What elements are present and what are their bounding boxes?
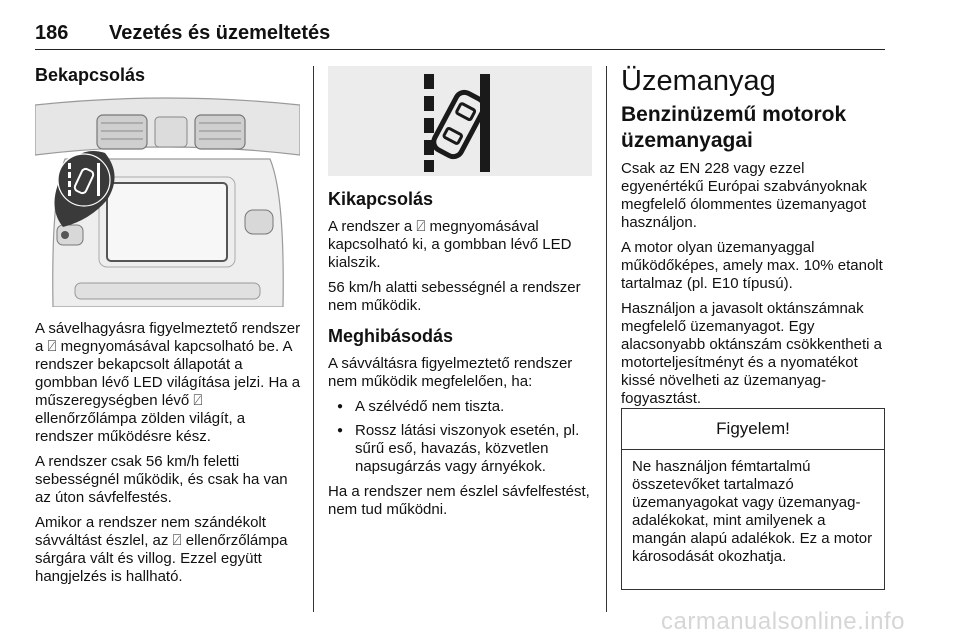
column-right — [621, 64, 887, 415]
off-paragraph-2: 56 km/h alatti sebességnél a rendszer nem működik. — [328, 279, 581, 314]
fuel-subtitle: Benzinüzemű motorok üzemanyagai — [621, 103, 847, 152]
column-left — [35, 66, 300, 84]
column-left-text — [35, 320, 303, 593]
car-outline-icon — [431, 89, 488, 160]
lane-departure-symbol-icon — [328, 66, 592, 176]
air-vent-left — [97, 115, 147, 149]
on-paragraph-2: A rendszer csak 56 km/h feletti sebességnél működik, és csak ha van az úton sávfelfestés. — [35, 453, 288, 506]
column-divider-2 — [606, 66, 607, 612]
section-heading-fault: Meghibásodás — [328, 326, 454, 346]
watermark: carmanualsonline.info — [661, 608, 905, 635]
fault-outro: Ha a rendszer nem észlel sávfelfestést, nem tud működni. — [328, 483, 590, 518]
warning-title: Figyelem! — [622, 409, 884, 450]
fault-bullet-1: ● A szélvédő nem tiszta. — [328, 398, 596, 416]
off-paragraph-1: A rendszer a ⍁ megnyomásával kapcsolható ki, a gombban lévő LED kialszik. — [328, 218, 572, 271]
warning-text: Ne használjon fémtartalmú összetevőket tartalmazó üzemanyagokat vagy üzemanyag-adalékokat, mint amilyenek a mangán alapú adalékok. Ez a motor károsodását okozhatja. — [632, 458, 873, 565]
on-paragraph-1: A sávelhagyásra figyelmeztető rendszer a ⍁ megnyomásával kapcsolható be. A rendszer bekapcsolt állapotát a gombban lévő LED világítása jelzi. Ha a műszeregységben lévő ⍁ ellenőrzőlámpa zölden világít, a rendszer működésre kész. — [35, 320, 301, 445]
column-divider-1 — [313, 66, 314, 612]
column-middle-text — [328, 190, 596, 526]
fuel-paragraph-1: Csak az EN 228 vagy ezzel egyenértékű Európai szabványoknak megfelelő ólommentes üzemanyagot használjon. — [621, 160, 867, 231]
fault-intro: A sávváltásra figyelmeztető rendszer nem működik megfelelően, ha: — [328, 355, 573, 390]
header-rule — [35, 49, 885, 50]
air-vent-right — [195, 115, 245, 149]
dashboard-illustration — [35, 95, 300, 307]
fault-bullet-2: ● Rossz látási viszonyok esetén, pl. sűrű eső, havazás, közvetlen napsugárzás vagy árnyékok. — [328, 422, 596, 476]
warning-box — [621, 408, 885, 590]
section-heading-on: Bekapcsolás — [35, 65, 146, 85]
page-number: 186 — [35, 22, 69, 44]
fuel-paragraph-2: A motor olyan üzemanyaggal működőképes, amely max. 10% etanolt tartalmaz (pl. E10 típusú). — [621, 239, 883, 292]
fuel-paragraph-3: Használjon a javasolt oktánszámnak megfelelő üzemanyagot. Egy alacsonyabb oktánszám csökkentheti a motorteljesítményt és a nyomatékot kissé növelheti az üzemanyag-fogyasztást. — [621, 300, 882, 407]
page-header — [35, 22, 330, 45]
fault-list — [328, 398, 596, 476]
fuel-title: Üzemanyag — [621, 65, 776, 97]
lane-assist-symbol-panel — [328, 66, 592, 176]
section-heading-off: Kikapcsolás — [328, 189, 434, 209]
on-paragraph-3: Amikor a rendszer nem szándékolt sávváltást észlel, az ⍁ ellenőrzőlámpa sárgára vált és villog. Ezzel együtt hangjelzés is hallható. — [35, 514, 288, 585]
chapter-title: Vezetés és üzemeltetés — [109, 22, 331, 44]
